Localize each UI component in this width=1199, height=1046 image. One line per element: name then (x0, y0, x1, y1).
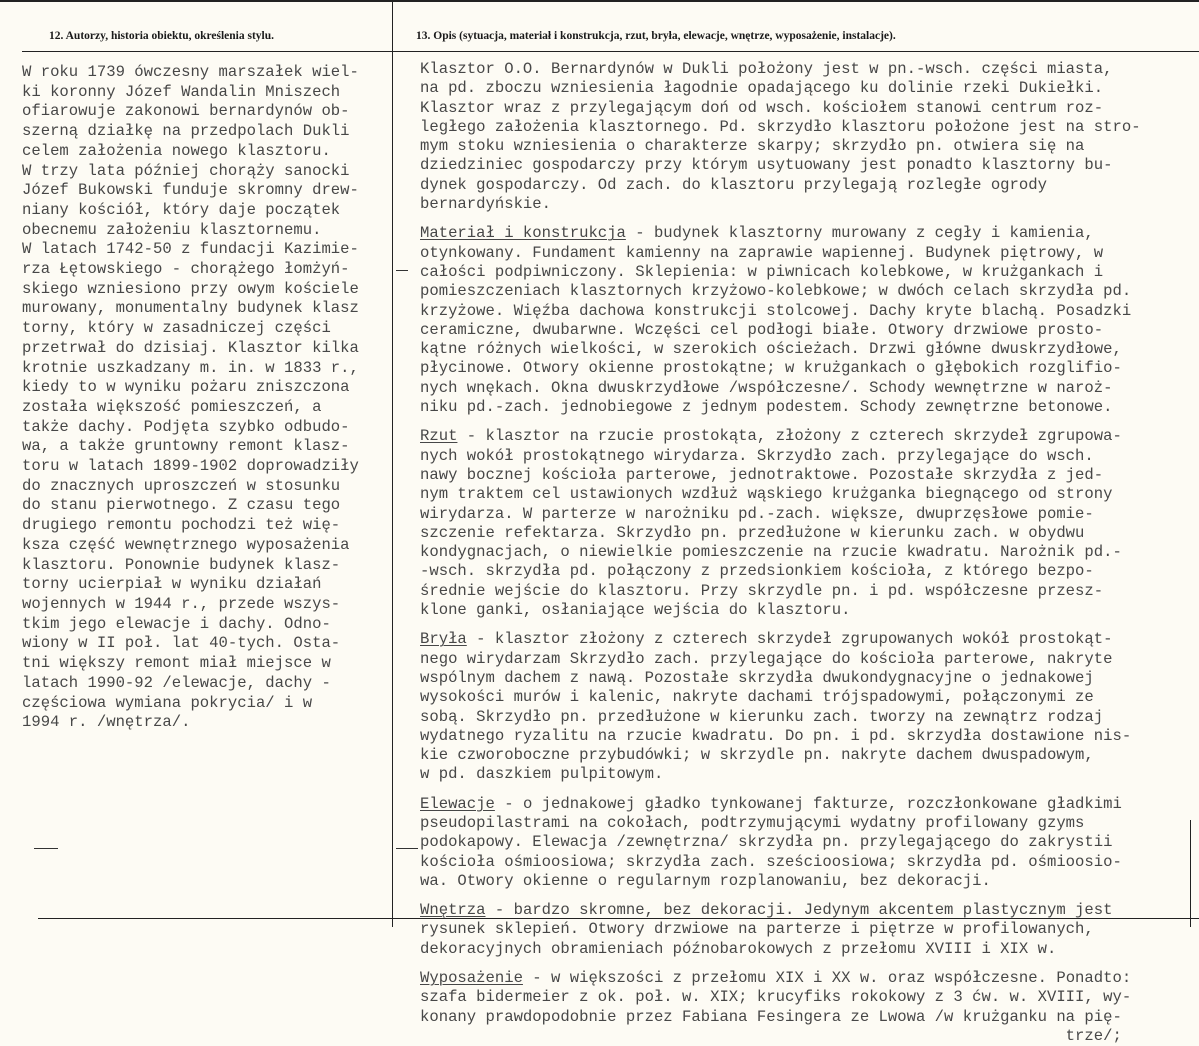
description-line: rysunek sklepień. Otwory drzwiowe na parterze i piętrze w profilowanych, (420, 920, 1094, 939)
description-line: kątne różnych wielkości, w szerokich ościeżach. Drzwi główne dwuskrzydłowe, (420, 340, 1122, 359)
description-line: szczenie refektarza. Skrzydło pn. przedłużone w kierunku zach. w obydwu (420, 523, 1085, 542)
section-text: - klasztor na rzucie prostokąta, złożony z czterech skrzydeł zgrupowa- (457, 427, 1122, 446)
history-line: tni większy remont miał miejsce w (22, 654, 331, 673)
description-line: dynek gospodarczy. Od zach. do klasztoru przylegają rozległe ogrody (420, 175, 1047, 194)
description-line (420, 795, 1195, 814)
description-line: kondygnacjach, o niewielkie pomieszczenie na rzucie kwadratu. Narożnik pd.- (420, 543, 1122, 562)
history-line: toru w latach 1899-1902 doprowadziły (22, 457, 359, 476)
section-title: Elewacje (420, 794, 495, 813)
description-line: sobą. Skrzydło pn. przedłużone w kierunku zach. tworzy na zewnątrz rodzaj (420, 707, 1104, 726)
description-section (420, 60, 1195, 214)
description-line: otynkowany. Fundament kamienny na zaprawie wapiennej. Budynek piętrowy, w (420, 243, 1104, 262)
history-line: szerną działkę na przedpolach Dukli (22, 122, 350, 141)
description-line: Klasztor wraz z przylegającym doń od wsch. kościołem stanowi centrum roz- (420, 98, 1104, 117)
history-line: W trzy lata później chorąży sanocki (22, 161, 350, 180)
history-line: W latach 1742-50 z fundacji Kazimie- (22, 240, 359, 259)
history-line: także dachy. Podjęta szybko odbudo- (22, 417, 350, 436)
description-line: klone ganki, osłaniające wejścia do klasztoru. (420, 601, 851, 620)
description-line: wysokości murów i kalenic, nakryte dachami trójspadowymi, połączonymi ze (420, 688, 1094, 707)
section-text: - bardzo skromne, bez dekoracji. Jedynym akcentem plastycznym jest (485, 901, 1113, 920)
description-line: nych wnękach. Okna dwuskrzydłowe /współczesne/. Schody wewnętrzne w naroż- (420, 378, 1113, 397)
history-line: do stanu pierwotnego. Z czasu tego (22, 496, 341, 515)
description-line: niku pd.-zach. jednobiegowe z jednym podestem. Schody zewnętrzne betonowe. (420, 398, 1113, 417)
section-title: Wnętrza (420, 901, 486, 920)
history-line: wiony w II poł. lat 40-tych. Osta- (22, 634, 341, 653)
history-line: częściowa wymiana pokrycia/ i w (22, 693, 313, 712)
description-section (420, 224, 1195, 417)
description-line: wspólnym dachem z nawą. Pozostałe skrzydła dwukondygnacyjne o jednakowej (420, 668, 1094, 687)
history-line: drugiego remontu pochodzi też wię- (22, 516, 341, 535)
history-line: 1994 r. /wnętrza/. (22, 713, 191, 732)
section-title: Materiał i konstrukcja (420, 224, 626, 243)
history-line: torny, który w zasadniczej części (22, 319, 331, 338)
description-line: całości podpiwniczony. Sklepienia: w piwnicach kolebkowe, w krużgankach i (420, 262, 1104, 281)
section-text: - o jednakowej gładko tynkowanej fakturze, rozczłonkowane gładkimi (494, 794, 1122, 813)
margin-tick-mid (396, 270, 408, 271)
history-line: murowany, monumentalny budynek klasz (22, 299, 359, 318)
description-line: krzyżowe. Więźba dachowa konstrukcji stolcowej. Dachy kryte blachą. Posadzki (420, 301, 1132, 320)
description-section (420, 969, 1195, 1046)
description-line: wa. Otwory okienne o regularnym rozplanowaniu, bez dekoracji. (420, 871, 991, 890)
history-line: została większość pomieszczeń, a (22, 397, 322, 416)
history-line: wa, a także gruntowny remont klasz- (22, 437, 350, 456)
description-section (420, 795, 1195, 891)
description-line: nym traktem cel ustawionych wzdłuż wąskiego krużganka biegnącego od strony (420, 485, 1113, 504)
history-line: latach 1990-92 /elewacje, dachy - (22, 673, 331, 692)
history-line: ksza część wewnętrznego wyposażenia (22, 535, 350, 554)
description-line: -wsch. skrzydła pd. połączony z przedsionkiem kościoła, z którego bezpo- (420, 562, 1094, 581)
description-text (420, 60, 1195, 1046)
section-title: Rzut (420, 427, 458, 446)
section-title: Wyposażenie (420, 969, 523, 988)
description-line: kościoła ośmioosiowa; skrzydła zach. sześcioosiowa; skrzydła pd. ośmioosio- (420, 852, 1122, 871)
history-line: obecnemu założeniu klasztornemu. (22, 220, 322, 239)
history-line: ki koronny Józef Wandalin Mniszech (22, 82, 341, 101)
history-line: W roku 1739 ówczesny marszałek wiel- (22, 63, 359, 81)
description-section (420, 427, 1195, 620)
history-line: kiedy to w wyniku pożaru zniszczona (22, 378, 350, 397)
history-line: skiego wzniesiono przy owym kościele (22, 279, 359, 298)
history-line: Józef Bukowski funduje skromny drew- (22, 181, 359, 200)
description-line: mym stoku wzniesienia o charakterze skarpy; skrzydło pn. otwiera się na (420, 137, 1085, 156)
right-section-header: 13. Opis (sytuacja, materiał i konstrukcja, rzut, bryła, elewacje, wnętrze, wyposażenie, instalacje). (416, 30, 896, 42)
section-text: - klasztor złożony z czterech skrzydeł zgrupowanych wokół prostokąt- (466, 630, 1113, 649)
description-section (420, 630, 1195, 784)
description-line (420, 901, 1195, 920)
description-line: na pd. zboczu wzniesienia łagodnie opadającego ku dolinie rzeki Dukiełki. (420, 79, 1104, 98)
description-line: ległego założenia klasztornego. Pd. skrzydło klasztoru położone jest na stro- (420, 117, 1141, 136)
description-line: kie czworoboczne przybudówki; w skrzydle pn. nakryte dachem dwuspadowym, (420, 746, 1094, 765)
margin-tick-right (396, 848, 418, 849)
description-line: dekoracyjnych obramieniach późnobarokowych z przełomu XVIII i XIX w. (420, 939, 1057, 958)
history-line: ofiarowuje zakonowi bernardynów ob- (22, 102, 350, 121)
history-line: tkim jego elewacje i dachy. Odno- (22, 614, 331, 633)
description-line: dziedziniec gospodarczy przy którym usytuowany jest ponadto klasztorny bu- (420, 156, 1113, 175)
description-line: pomieszczeniach klasztornych krzyżowo-kolebkowe; w dwóch celach skrzydła pd. (420, 282, 1132, 301)
history-line: klasztoru. Ponownie budynek klasz- (22, 555, 341, 574)
description-section (420, 901, 1195, 959)
history-line: przetrwał do dzisiaj. Klasztor kilka (22, 338, 359, 357)
description-line: trze/; (420, 1026, 1122, 1045)
description-line: podokapowy. Elewacja /zewnętrzna/ skrzydła pn. przylegającego do zakrystii (420, 833, 1113, 852)
history-text (22, 63, 384, 733)
description-line (420, 969, 1195, 988)
top-rule (0, 0, 1199, 2)
description-line: nawy bocznej kościoła parterowe, jednotraktowe. Pozostałe skrzydła z jed- (420, 465, 1104, 484)
description-line: ceramiczne, dwubarwne. Wczęści cel podłogi białe. Otwory drzwiowe prosto- (420, 320, 1104, 339)
description-line: średnie wejście do klasztoru. Przy skrzydle pn. i pd. współczesne przesz- (420, 581, 1104, 600)
description-line: pseudopilastrami na cokołach, podtrzymującymi wydatny profilowany gzyms (420, 813, 1085, 832)
history-line: wojennych w 1944 r., przede wszys- (22, 594, 341, 613)
description-line (420, 427, 1195, 446)
description-line: Klasztor O.O. Bernardynów w Dukli położony jest w pn.-wsch. części miasta, (420, 60, 1113, 78)
column-divider (392, 0, 393, 927)
description-line: nych wokół prostokątnego wirydarza. Skrzydło zach. przylegające do wsch. (420, 446, 1094, 465)
history-line: krotnie uszkadzany m. in. w 1833 r., (22, 358, 359, 377)
history-line: niany kościół, który daje początek (22, 200, 341, 219)
section-title: Bryła (420, 630, 467, 649)
history-line: do znacznych uproszczeń w stosunku (22, 476, 341, 495)
description-line: wirydarza. W parterze w narożniku pd.-zach. większe, dwuprzęsłowe pomie- (420, 504, 1094, 523)
description-line: nego wirydarzam Skrzydło zach. przylegające do kościoła parterowe, nakryte (420, 649, 1113, 668)
history-line: rza Łętowskiego - chorążego łomżyń- (22, 260, 350, 279)
left-section-header: 12. Autorzy, historia obiektu, określenia stylu. (49, 30, 275, 42)
history-line: celem założenia nowego klasztoru. (22, 141, 331, 160)
description-line: w pd. daszkiem pulpitowym. (420, 765, 664, 784)
description-line: szafa bidermeier z ok. poł. w. XIX; krucyfiks rokokowy z 3 ćw. w. XVIII, wy- (420, 988, 1132, 1007)
description-line: wydatnego ryzalitu na rzucie kwadratu. Do pn. i pd. skrzydła dostawione nis- (420, 726, 1132, 745)
description-line: konany prawdopodobnie przez Fabiana Fesingera ze Lwowa /w krużganku na pię- (420, 1007, 1122, 1026)
section-text: - budynek klasztorny murowany z cegły i kamienia, (625, 224, 1094, 243)
description-line (420, 630, 1195, 649)
history-line: torny ucierpiał w wyniku działań (22, 575, 322, 594)
margin-tick-left (34, 848, 58, 849)
section-text: - w większości z przełomu XIX i XX w. oraz współczesne. Ponadto: (522, 969, 1132, 988)
description-line (420, 224, 1195, 243)
description-line: bernardyńskie. (420, 195, 552, 214)
description-line: płycinowe. Otwory okienne prostokątne; w krużgankach o głębokich rozglifio- (420, 359, 1122, 378)
header-rule (22, 51, 1199, 52)
